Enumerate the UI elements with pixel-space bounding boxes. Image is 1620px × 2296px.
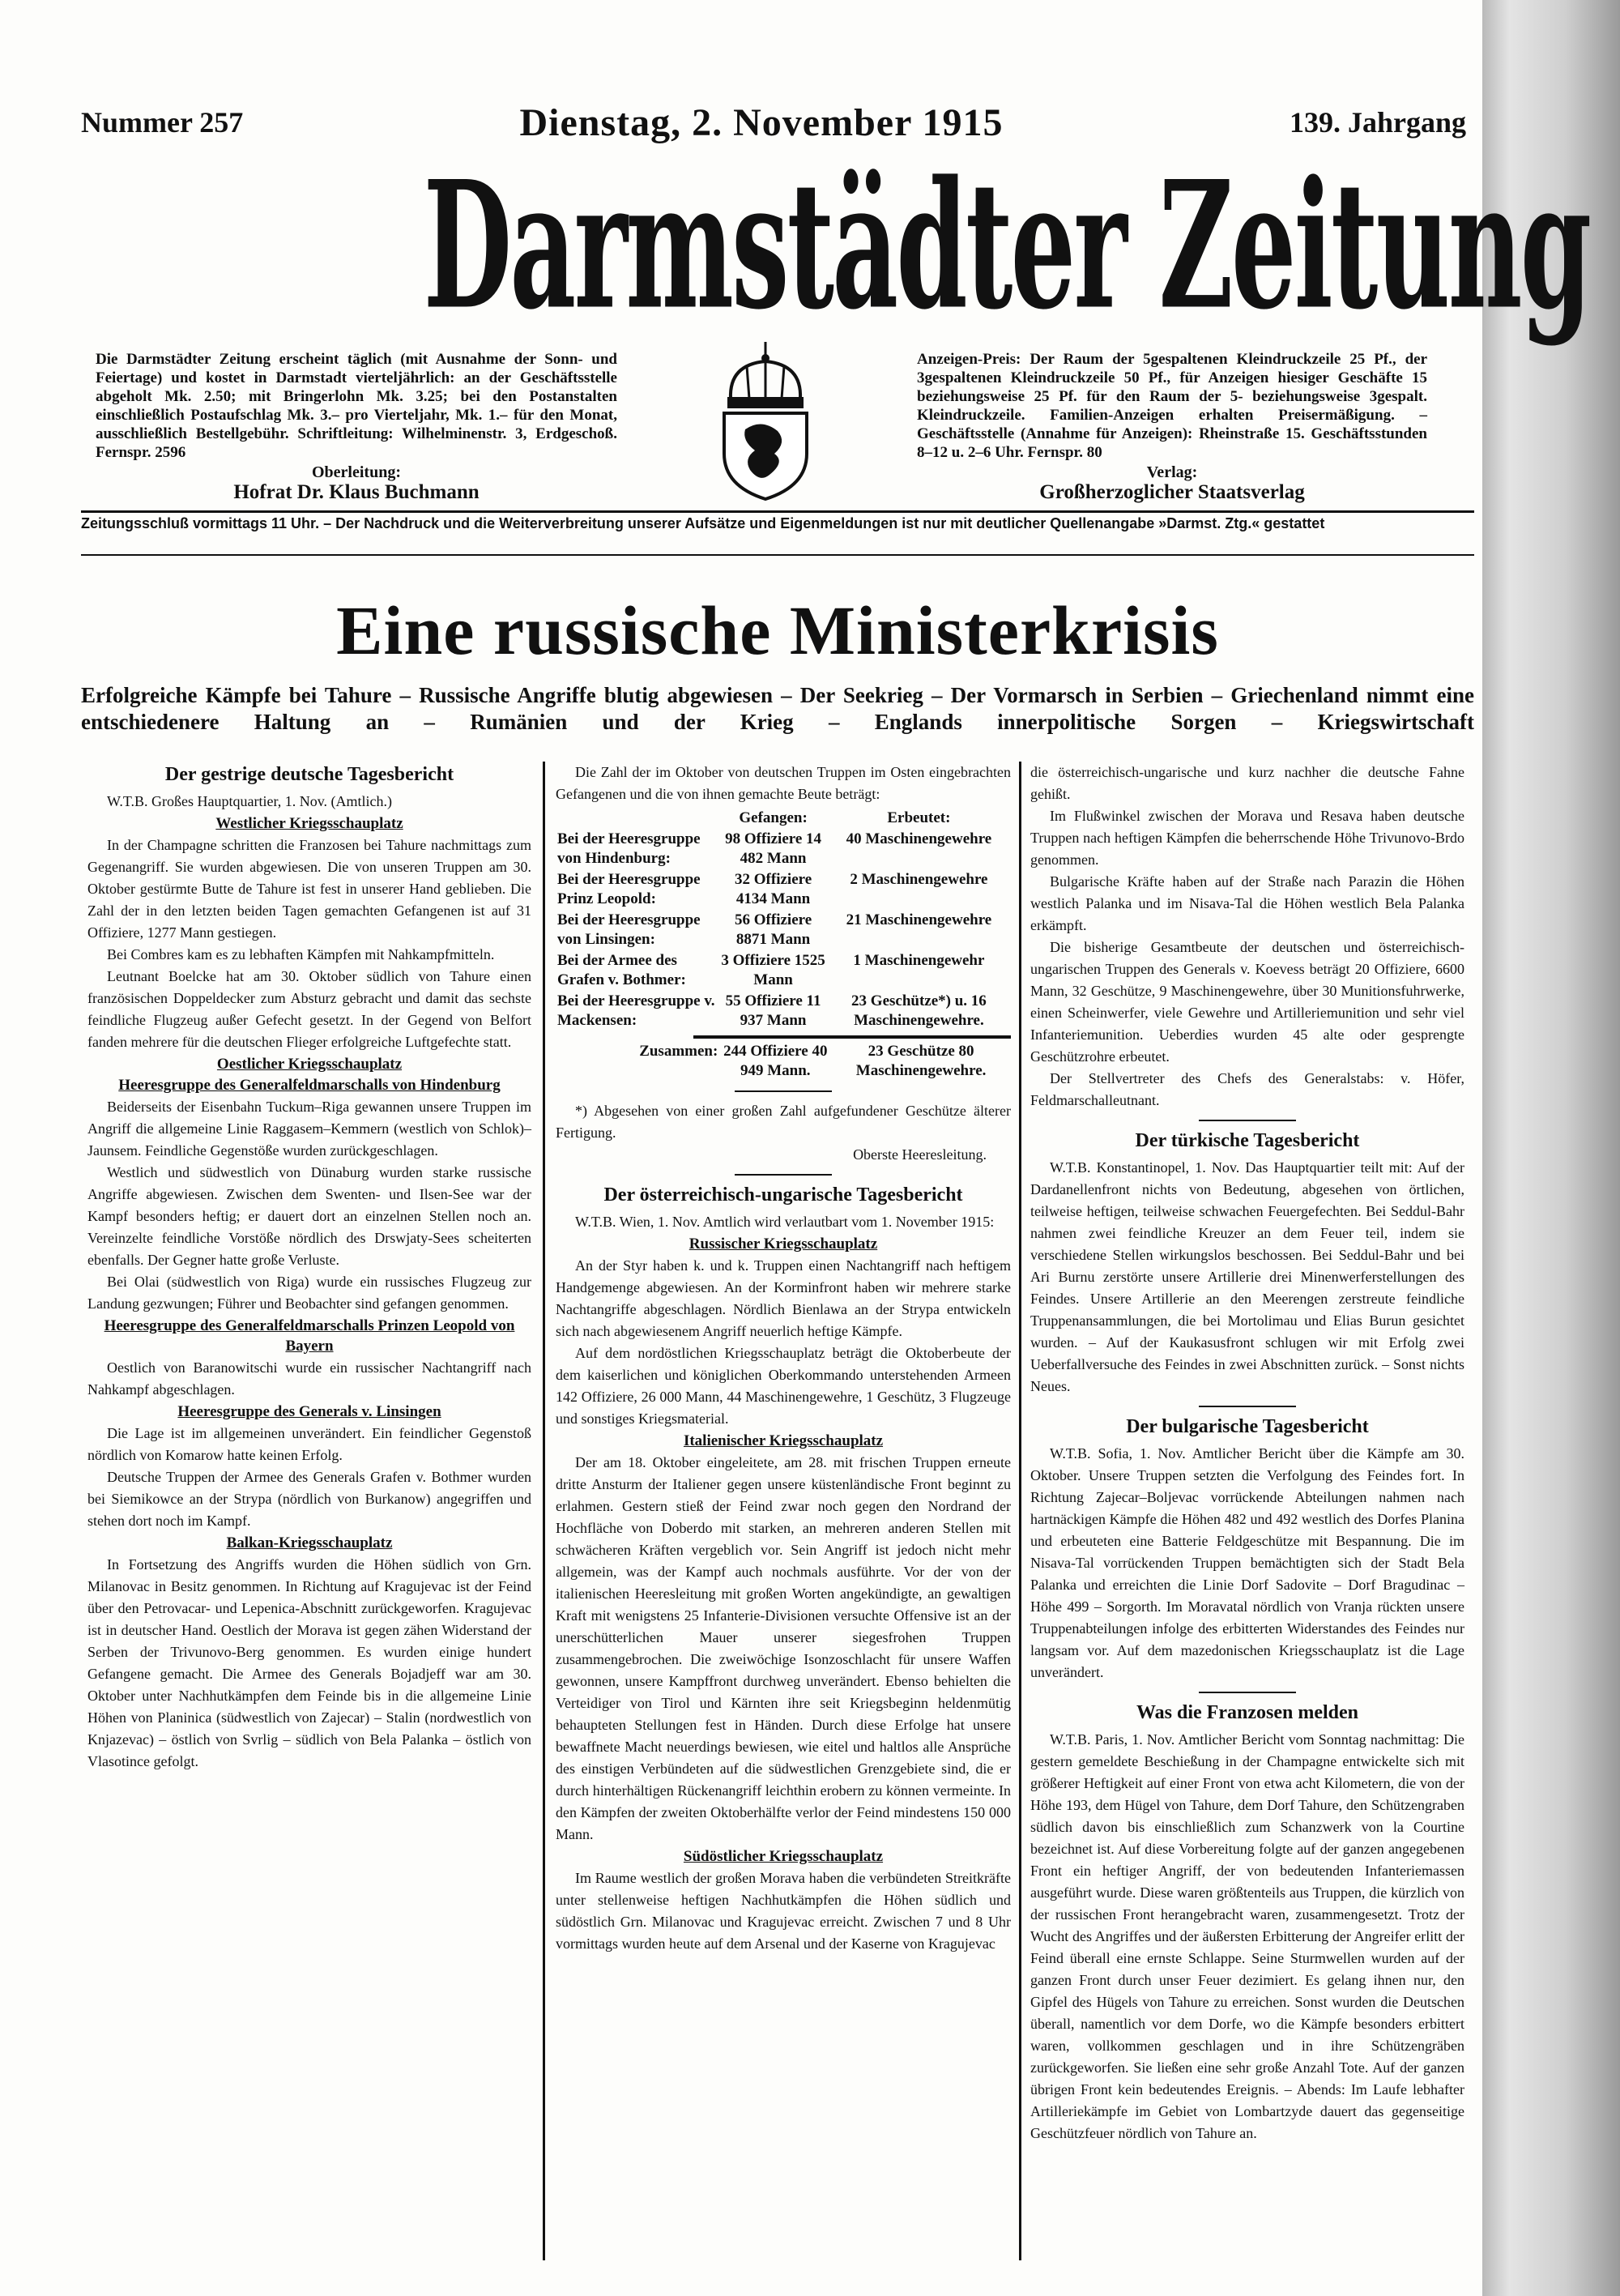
table-row [556,951,1011,992]
section-heading: Was die Franzosen melden [1136,1702,1358,1723]
dateline: W.T.B. Großes Hauptquartier, 1. Nov. (Amtlich.) [107,793,393,809]
headline-subtitle: Erfolgreiche Kämpfe bei Tahure – Russische Angriffe blutig abgewiesen – Der Seekrieg – Der Vormarsch in Serbien – Griechenland nimmt eine entschiedenere Haltung an – Rumänien und der Krieg – Englands innerpolitische Sorgen – Kriegswirtschaft [81,683,1474,734]
column-divider [543,762,545,2260]
subscription-info [96,350,617,504]
section-heading: Der gestrige deutsche Tagesbericht [164,764,454,785]
article-paragraph: Im Raume westlich der großen Morava haben die verbündeten Streitkräfte unter stellenweise heftigen Nachhutkämpfen die Höhen südlich und südöstlich Grn. Milanovac und Kragujevac erreicht. Zwischen 7 und 8 Uhr vormittags wurden heute auf dem Arsenal und der Kaserne von Kragujevac [556,1870,1011,1952]
section-separator [1199,1120,1296,1121]
masthead [81,143,1590,349]
total-booty: 23 Geschütze 80 Maschinengewehre. [855,1043,987,1079]
table-header-cell: Gefangen: [739,809,808,826]
publisher-label: Verlag: [1146,463,1198,481]
advertising-text: Anzeigen-Preis: Der Raum der 5gespaltenen Kleindruckzeile 25 Pf., der 3gespaltenen Kleindruckzeile 50 Pf., für Anzeigen hiesiger Geschäfte 15 beziehungsweise 25 Pf. für den Raum der 5- beziehungsweise 3gespalt. Kleindruckzeile. Familien-Anzeigen erhalten Preisermäßigung. – Geschäftsstelle (Annahme für Anzeigen): Rheinstraße 15. Geschäftsstunden 8–12 u. 2–6 Uhr. Fernspr. 80 [917,351,1427,461]
subsection-heading: Russischer Kriegsschauplatz [688,1235,878,1253]
article-paragraph: Die Zahl der im Oktober von deutschen Truppen im Osten eingebrachten Gefangenen und die von ihnen gemachte Beute beträgt: [556,764,1011,802]
article-paragraph: In Fortsetzung des Angriffs wurden die Höhen südlich von Grn. Milanovac in Besitz genommen. In Richtung auf Kragujevac ist der Feind über den Petrovacar- und Lepenica-Abschnitt zurückgeworfen. Kragujevac ist in deutscher Hand. Oestlich der Morava ist gegen zähen Widerstand der Serben der Trivunovo-Berg genommen. Es wurden einige hundert Gefangene gemacht. Die Armee des Generals Bojadjeff war am 30. Oktober unter Nachhutkämpfen dem Feinde bis in die allgemeine Linie Höhen von Planinica (südwestlich von Zajecar) – Stalin (nordwestlich von Knjazevac) – östlich von Svrlig – südlich von Bela Palanka – östlich von Vlasotince gefolgt. [87,1556,531,1769]
army-group-cell: Bei der Armee des Grafen v. Bothmer: [557,952,686,988]
subsection-heading: Südöstlicher Kriegsschauplatz [683,1848,884,1865]
subsection-heading: Heeresgruppe des Generalfeldmarschalls von Hindenburg [118,1077,501,1094]
prisoners-cell: 32 Offiziere 4134 Mann [735,871,812,907]
army-group-cell: Bei der Heeresgruppe v. Mackensen: [557,992,715,1029]
copyright-notice: Zeitungsschluß vormittags 11 Uhr. – Der Nachdruck und die Weiterverbreitung unserer Aufsätze und Eigenmeldungen ist nur mit deutlicher Quellenangabe »Darmst. Ztg.« gestattet [81,515,1325,531]
article-paragraph: W.T.B. Konstantinopel, 1. Nov. Das Hauptquartier teilt mit: Auf der Dardanellenfront nichts von Bedeutung, abgesehen von örtlichen, teilweise heftigen, teilweise schwachen Feuergefechten. Bei Seddul-Bahr nahmen zwei feindliche Kreuzer an dem Feuer teil, indem sie verschiedene Stellen wirkungslos beschossen. Bei Seddul-Bahr und bei Ari Burnu zerstörte unsere Artillerie drei Minenwerferstellungen des Feindes. Unsere Artillerie an den Meerengen zerstreute feindliche Truppenansammlungen, die bei Mortolimau und Elias Burun gesichtet wurden. – Auf der Kaukasusfront schlugen wir mit Erfolg zwei Ueberfallversuche des Feindes in zwei Abschnitten zurück. – Sonst nichts Neues. [1030,1159,1464,1394]
booty-cell: 1 Maschinengewehr [853,952,985,969]
subsection-heading: Heeresgruppe des Generalfeldmarschalls Prinzen Leopold von Bayern [104,1317,515,1355]
article-paragraph: Im Flußwinkel zwischen der Morava und Resava haben deutsche Truppen nach heftigen Kämpfen die beherrschende Höhe Trivunovo-Brdo genommen. [1030,808,1464,868]
total-row [556,1042,1011,1082]
subsection-heading: Italienischer Kriegsschauplatz [683,1432,884,1449]
article-paragraph: In der Champagne schritten die Franzosen bei Tahure nachmittags zum Gegenangriff. Sie wurden abgewiesen. Die von unseren Truppen am 30. Oktober gestürmte Butte de Tahure ist fest in unserer Hand geblieben. Die Zahl der in den letzten beiden Tagen gemachten Gefangenen ist auf 31 Offiziere, 1277 Mann gestiegen. [87,837,531,941]
section-heading: Der bulgarische Tagesbericht [1126,1416,1369,1437]
article-paragraph: W.T.B. Paris, 1. Nov. Amtlicher Bericht vom Sonntag nachmittag: Die gestern gemeldete Beschießung in der Champagne entwickelte sich mit größerer Heftigkeit auf einer Front von etwa acht Kilometern, die von der Höhe 193, dem Hügel von Tahure, dem Dorf Tahure, den Schützengraben südlich davon bis einschließlich zum Schanzwerk von la Courtine bezeichnet ist. Auf diese Vorbereitung folgte auf der ganzen angegebenen Front ein heftiger Angriff, der von bedeutenden Infanteriemassen ausgeführt wurde. Diese waren größtenteils aus Truppen, die kürzlich von der russischen Front herangebracht waren, zusammengesetzt. Trotz der Wucht des Angriffes und der äußersten Erbitterung der Angreifer erlitt der Feind überall eine ernste Schlappe. Seine Sturmwellen wurden auf der ganzen Front durch unser Feuer dezimiert. Es gelang ihnen nur, den Gipfel des Hügels von Tahure zu erreichen. Sonst wurden die Deutschen überall, namentlich vor dem Dorfe, wo die Kämpfe besonders erbittert waren, vollkommen geschlagen und in ihre Schützengräben zurückgeworfen. Sie ließen eine sehr große Anzahl Tote. Auf der ganzen übrigen Front kein bedeutendes Ereignis. – Abends: Im Laufe lebhafter Artilleriekämpfe im Gebiet von Lombartzyde dauert das gegenseitige Geschützfeuer nördlich von Tahure an. [1030,1731,1464,2141]
prisoners-cell: 98 Offiziere 14 482 Mann [725,830,822,867]
divider [81,510,1474,513]
footnote-rule [735,1090,832,1092]
subscription-text: Die Darmstädter Zeitung erscheint täglich (mit Ausnahme der Sonn- und Feiertage) und kostet in Darmstadt vierteljährlich: an der Geschäftsstelle abgeholt Mk. 2.50; mit Bringerlohn Mk. 3.25; bei den Postanstalten einschließlich Postaufschlag Mk. 3.– pro Vierteljahr, Mk. 1.– für den Monat, ausschließlich Bestellgebühr. Schriftleitung: Wilhelminenstr. 3, Erdgeschoß. Fernspr. 2596 [96,351,617,461]
article-paragraph: *) Abgesehen von einer großen Zahl aufgefundener Geschütze älterer Fertigung. [556,1103,1011,1141]
volume-year: 139. Jahrgang [1289,106,1466,139]
table-row [556,870,1011,911]
prisoners-cell: 55 Offiziere 11 937 Mann [725,992,821,1029]
article-paragraph: An der Styr haben k. und k. Truppen einen Nachtangriff nach heftigem Handgemenge abgewiesen. An der Korminfront haben wir mehrere starke Nachtangriffe abgeschlagen. Nördlich Bienlawa an der Strypa entwickeln sich nach abgewiesenem Angriff neuerlich heftige Kämpfe. [556,1257,1011,1339]
booty-cell: 2 Maschinengewehre [850,871,988,888]
newspaper-title: Darmstädter Zeitung [423,143,1590,349]
total-rule [693,1035,1011,1039]
column-1 [87,762,531,1773]
article-paragraph: Beiderseits der Eisenbahn Tuckum–Riga gewannen unsere Truppen im Angriff die allgemeine Linie Raggasem–Kemmern (westlich von Schlok)–Jaunsem. Feindliche Gegenstöße wurden zurückgeschlagen. [87,1099,531,1159]
column-3 [1030,762,1464,2144]
booty-cell: 40 Maschinengewehre [846,830,992,847]
table-row [556,911,1011,951]
column-divider [1019,762,1021,2260]
issue-number: Nummer 257 [81,106,244,139]
section-separator [1199,1692,1296,1693]
column-2 [556,762,1011,1955]
table-header-cell: Erbeutet: [887,809,951,826]
prisoners-cell: 56 Offiziere 8871 Mann [735,911,812,948]
divider [81,554,1474,556]
subsection-heading: Balkan-Kriegsschauplatz [226,1534,393,1551]
article-paragraph: Leutnant Boelcke hat am 30. Oktober südlich von Tahure einen französischen Doppeldecker zum Absturz gebracht und damit das sechste feindliche Flugzeug außer Gefecht gesetzt. In der Gegend von Belfort fanden mehrere für die deutschen Flieger erfolgreiche Luftgefechte statt. [87,968,531,1050]
section-heading: Der österreichisch-ungarische Tagesbericht [603,1184,963,1206]
section-heading: Der türkische Tagesbericht [1135,1130,1360,1151]
total-prisoners: 244 Offiziere 40 949 Mann. [723,1043,828,1079]
prisoners-cell: 3 Offiziere 1525 Mann [721,952,825,988]
total-table [556,1042,1011,1082]
article-paragraph: Die bisherige Gesamtbeute der deutschen und österreichisch-ungarischen Truppen des Generals v. Koevess beträgt 20 Offiziere, 6600 Mann, 32 Geschütze, 9 Maschinengewehre, über 30 Munitionsfuhrwerke, einen Scheinwerfer, viele Gewehre und Artilleriemunition und sehr viel Infanteriemunition. Ueberdies wurden 45 alte oder gesprengte Geschützrohre erbeutet. [1030,939,1464,1065]
signature: Oberste Heeresleitung. [853,1146,987,1163]
article-paragraph: die österreichisch-ungarische und kurz nachher die deutsche Fahne gehißt. [1030,764,1464,802]
advertising-info [917,350,1427,504]
booty-cell: 21 Maschinengewehre [846,911,992,928]
issue-date: Dienstag, 2. November 1915 [519,101,1004,144]
article-paragraph: Auf dem nordöstlichen Kriegsschauplatz beträgt die Oktoberbeute der dem kaiserlichen und königlichen Oberkommando unterstehenden Armeen 142 Offiziere, 26 000 Mann, 44 Maschinengewehre, 1 Geschütz, 3 Flugzeuge und sonstiges Kriegsmaterial. [556,1345,1011,1427]
table-header-cell [556,809,719,830]
coat-of-arms-icon [713,340,818,502]
article-paragraph: Bei Combres kam es zu lebhaften Kämpfen mit Nahkampfmitteln. [107,946,495,962]
editor-name: Hofrat Dr. Klaus Buchmann [233,481,480,503]
subsection-heading: Westlicher Kriegsschauplatz [215,815,403,832]
army-group-cell: Bei der Heeresgruppe von Linsingen: [557,911,701,948]
prisoner-table [556,809,1011,1032]
article-paragraph: W.T.B. Sofia, 1. Nov. Amtlicher Bericht über die Kämpfe am 30. Oktober. Unsere Truppen setzten die Verfolgung des Feindes fort. In Richtung Zajecar–Boljevac vorrückende Abteilungen nahmen nach hartnäckigen Kämpfe die Höhen 482 und 492 westlich des Dorfes Planina und erbeuteten eine Batterie Feldgeschütze mit Bespannung. Die im Nisava-Tal vorrückenden Truppen bemächtigten sich der Stadt Bela Palanka und erreichten die Linie Dorf Sadovite – Dorf Bragudinac – Höhe 499 – Sorgorth. Im Moravatal nördlich von Vranja rückten unsere Truppenabteilungen infolge des erbitterten Widerstandes des Feindes nur langsam vor. Auf dem mazedonischen Kriegsschauplatz ist die Lage unverändert. [1030,1445,1464,1680]
article-paragraph: Der am 18. Oktober eingeleitete, am 28. mit frischen Truppen erneute dritte Ansturm der Italiener gegen unsere küstenländische Front beginnt zu erlahmen. Gestern stieß der Feind zwar noch gegen den Nordrand der Hochfläche von Doberdo mit starken, an mehreren anderen Stellen mit schwächeren Kräften vergeblich vor. Sein Angriff ist jedoch nicht mehr allgemein, was der Kampf auch nochmals ausführte. Vor der von der italienischen Heeresleitung mit großen Worten angekündigte, an gewaltigen Kraft mit wenigstens 25 Infanterie-Divisionen versuchte Offensive ist an der unerschütterlichen Mauer unserer siegesfrohen Truppen zusammengebrochen. Die zweiwöchige Isonzoschlacht für unsere Waffen gewonnen, unsere Kampffront durchweg unverändert. Ebenso behielten die Verteidiger von Tirol und Kärnten ihre seit Kriegsbeginn heldenmütig behaupteten Stellungen fest in Händen. Durch diese Erfolge hat unsere bewaffnete Macht neuerdings bewiesen, wie eitel und haltlos alle Ansprüche des einstigen Verbündeten auf die südwestlichen Grenzgebiete sind, die er durch hinterhältigen Rückenangriff leichthin erobern zu können vermeinte. In den Kämpfen der zweiten Oktoberhälfte verlor der Feind mindestens 150 000 Mann. [556,1454,1011,1842]
army-group-cell: Bei der Heeresgruppe Prinz Leopold: [557,871,701,907]
booty-cell: 23 Geschütze*) u. 16 Maschinengewehre. [851,992,987,1029]
army-group-cell: Bei der Heeresgruppe von Hindenburg: [557,830,701,867]
article-paragraph: Die Lage ist im allgemeinen unverändert. Ein feindlicher Gegenstoß nördlich von Komarow hatte keinen Erfolg. [87,1425,531,1463]
article-paragraph: Oestlich von Baranowitschi wurde ein russischer Nachtangriff nach Nahkampf abgeschlagen. [87,1359,531,1398]
table-row [556,830,1011,870]
publisher-name: Großherzoglicher Staatsverlag [1039,481,1305,503]
dateline: W.T.B. Wien, 1. Nov. Amtlich wird verlautbart vom 1. November 1915: [575,1214,995,1230]
article-paragraph: Bulgarische Kräfte haben auf der Straße nach Parazin die Höhen westlich Palanka und im Nisava-Tal die Höhen westlich Bela Palanka erkämpft. [1030,873,1464,933]
subsection-heading: Heeresgruppe des Generals v. Linsingen [177,1403,441,1420]
article-paragraph: Westlich und südwestlich von Dünaburg wurden starke russische Angriffe abgewiesen. Zwischen dem Swenten- und Ilsen-See war der Kampf besonders heftig; er dauert dort an einzelnen Stellen noch an. Vereinzelte feindliche Vorstöße nördlich des Drswjaty-Sees scheiterten ebenfalls. Der Gegner hatte große Verluste. [87,1164,531,1268]
article-paragraph: Bei Olai (südwestlich von Riga) wurde ein russisches Flugzeug zur Landung gezwungen; Führer und Beobachter sind gefangen genommen. [87,1274,531,1312]
section-separator [1199,1406,1296,1407]
article-paragraph: Deutsche Truppen der Armee des Generals Grafen v. Bothmer wurden bei Siemikowce an der Strypa (nördlich von Burkanow) angegriffen und stehen dort noch im Kampf. [87,1469,531,1529]
editor-label: Oberleitung: [312,463,401,481]
total-label: Zusammen: [639,1043,718,1060]
article-paragraph: Der Stellvertreter des Chefs des Generalstabs: v. Höfer, Feldmarschalleutnant. [1030,1070,1464,1108]
table-row [556,992,1011,1032]
subsection-heading: Oestlicher Kriegsschauplatz [216,1056,403,1073]
table-header-row [556,809,1011,830]
main-headline: Eine russische Ministerkrisis [336,591,1219,669]
section-separator [735,1174,832,1176]
